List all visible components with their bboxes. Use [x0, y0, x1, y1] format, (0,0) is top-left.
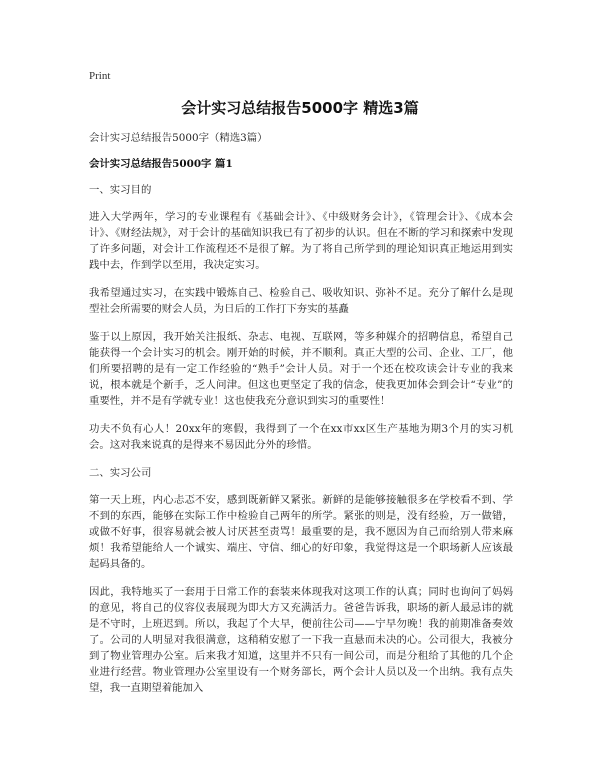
section-title: 会计实习总结报告5000字 篇1 — [89, 158, 233, 170]
paragraph: 进入大学两年，学习的专业课程有《基础会计》、《中级财务会计》，《管理会计》、《成本会计》、《财经法规》，对于会计的基础知识我已有了初步的认识。但在不断的学习和探索中发现了许多问题，对会计工作流程还不是很了解。为了将自己所学到的理论知识真正地运用到实践中去，作到学以至用，我决定实习。 — [89, 211, 513, 271]
paragraph: 第一天上班，内心忐忑不安，感到既新鲜又紧张。新鲜的是能够接触很多在学校看不到、学不到的东西，能够在实际工作中检验自己两年的所学。紧张的则是，没有经验，万一做错，或做不好事，很容易就会被人讨厌甚至责骂！最重要的是，我不愿因为自己而给别人带来麻烦！我希望能给人一个诚实、端庄、守信、细心的好印象，我觉得这是一个职场新人应该最起码具备的。 — [89, 494, 513, 570]
heading-company: 二、实习公司 — [89, 467, 152, 479]
paragraph: 我希望通过实习，在实践中锻炼自己、检验自己、吸收知识、弥补不足。充分了解什么是现型社会所需要的财会人员，为日后的工作打下夯实的基矗 — [89, 287, 513, 315]
paragraph: 功夫不负有心人！20xx年的寒假，我得到了一个在xx市xx区生产基地为期3个月的实习机会。这对我来说真的是得来不易因此分外的珍惜。 — [89, 423, 513, 451]
paragraph: 鉴于以上原因，我开始关注报纸、杂志、电视、互联网，等多种媒介的招聘信息，希望自己能获得一个会计实习的机会。刚开始的时候，并不顺利。真正大型的公司、企业、工厂，他们所要招聘的是有一定工作经验的“熟手”会计人员。对于一个还在校攻读会计专业的我来说，根本就是个新手，乏人问津。但这也更坚定了我的信念，使我更加体会到会计“专业”的重要性，并不是有学就专业！这也使我充分意识到实习的重要性！ — [89, 331, 513, 407]
document-title: 会计实习总结报告5000字 精选3篇 — [181, 99, 419, 117]
heading-purpose: 一、实习目的 — [89, 184, 152, 196]
document-body — [89, 130, 513, 708]
paragraph: 因此，我特地买了一套用于日常工作的套装来体现我对这项工作的认真；同时也询问了妈妈的意见，将自己的仪容仪表展现为即大方又充满活力。爸爸告诉我，职场的新人最忌讳的就是不守时，上班迟到。所以，我起了个大早，便前往公司——宁早勿晚！我的前期准备奏效了。公司的人明显对我很满意，这稍稍安慰了一下我一直悬而未决的心。公司很大，我被分到了物业管理办公室。后来我才知道，这里并不只有一间公司，而是分租给了其他的几个企业进行经营。物业管理办公室里设有一个财务部长，两个会计人员以及一个出纳。我有点失望，我一直期望着能加入 — [89, 586, 513, 694]
document-subtitle: 会计实习总结报告5000字（精选3篇） — [89, 132, 268, 144]
print-label[interactable]: Print — [89, 70, 111, 82]
